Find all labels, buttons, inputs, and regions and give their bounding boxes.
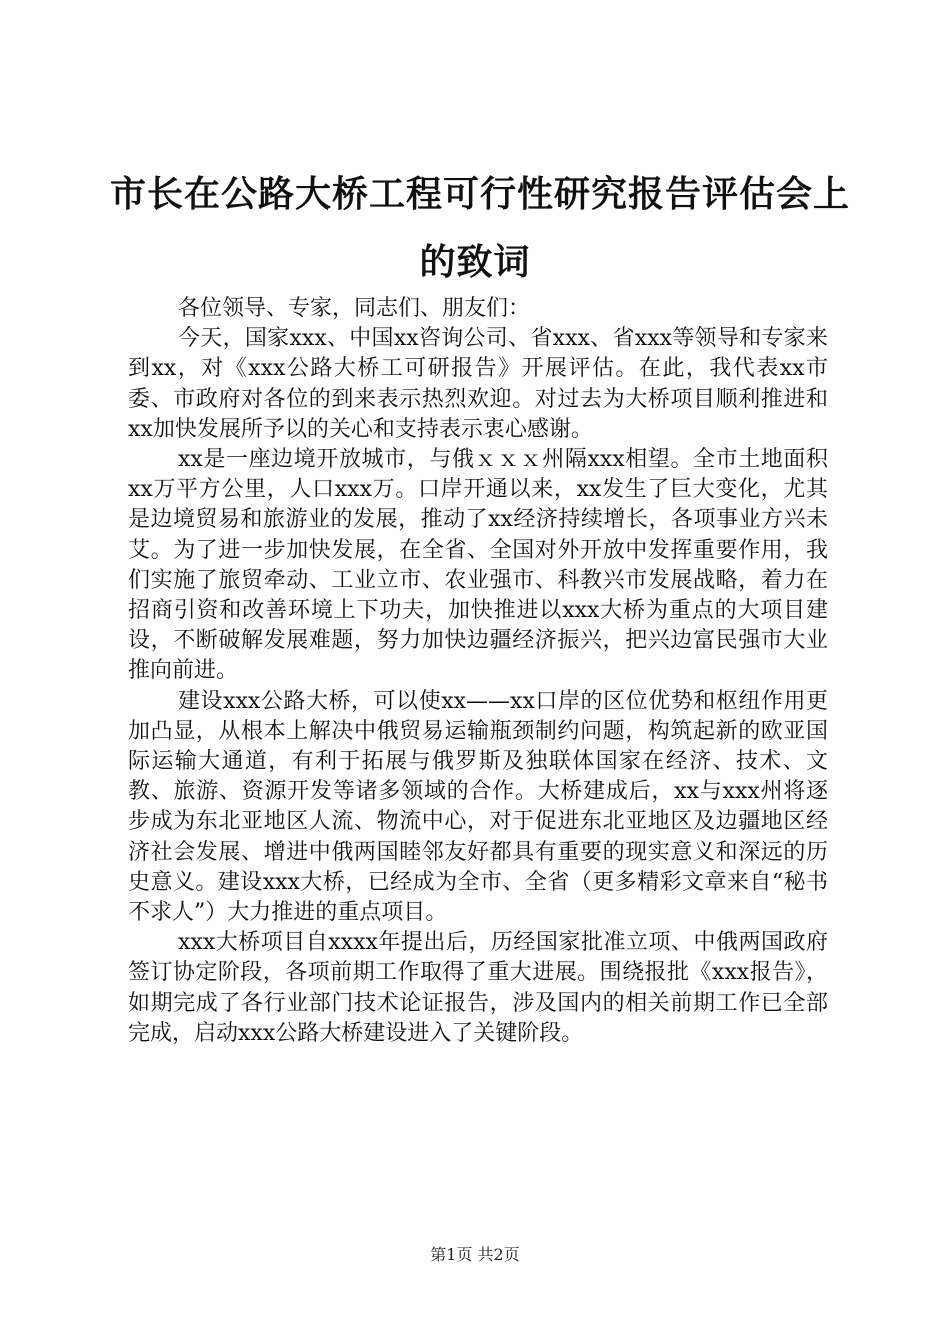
- body-paragraph-1: 今天，国家xxx、中国xx咨询公司、省xxx、省xxx等领导和专家来到xx，对《xxx公路大桥工可研报告》开展评估。在此，我代表xx市委、市政府对各位的到来表示热烈欢迎。对过去为大桥项目顺利推进和xx加快发展所予以的关心和支持表示衷心感谢。: [128, 326, 828, 442]
- document-title: [110, 160, 851, 296]
- document-body: [128, 294, 828, 1049]
- document-title-line-1: 市长在公路大桥工程可行性研究报告评估会上: [110, 173, 851, 215]
- document-title-line-2: 的致词: [419, 241, 531, 283]
- greeting-paragraph: 各位领导、专家，同志们、朋友们：: [178, 296, 531, 321]
- body-paragraph-2: xx是一座边境开放城市，与俄ｘｘｘ州隔xxx相望。全市土地面积xx万平方公里，人口xxx万。口岸开通以来，xx发生了巨大变化，尤其是边境贸易和旅游业的发展，推动了xx经济持续增长，各项事业方兴未艾。为了进一步加快发展，在全省、全国对外开放中发挥重要作用，我们实施了旅贸牵动、工业立市、农业强市、科教兴市发展战略，着力在招商引资和改善环境上下功夫，加快推进以xxx大桥为重点的大项目建设，不断破解发展难题，努力加快边疆经济振兴，把兴边富民强市大业推向前进。: [128, 447, 828, 684]
- body-paragraph-4: xxx大桥项目自xxxx年提出后，历经国家批准立项、中俄两国政府签订协定阶段，各项前期工作取得了重大进展。围绕报批《xxx报告》，如期完成了各行业部门技术论证报告，涉及国内的相关前期工作已全部完成，启动xxx公路大桥建设进入了关键阶段。: [128, 930, 828, 1046]
- body-paragraph-3: 建设xxx公路大桥，可以使xx——xx口岸的区位优势和枢纽作用更加凸显，从根本上解决中俄贸易运输瓶颈制约问题，构筑起新的欧亚国际运输大通道，有利于拓展与俄罗斯及独联体国家在经济、技术、文教、旅游、资源开发等诸多领域的合作。大桥建成后，xx与xxx州将逐步成为东北亚地区人流、物流中心，对于促进东北亚地区及边疆地区经济社会发展、增进中俄两国睦邻友好都具有重要的现实意义和深远的历史意义。建设xxx大桥，已经成为全市、全省（更多精彩文章来自“秘书不求人”）大力推进的重点项目。: [128, 688, 828, 926]
- page-number-footer: 第1页 共2页: [430, 1245, 520, 1264]
